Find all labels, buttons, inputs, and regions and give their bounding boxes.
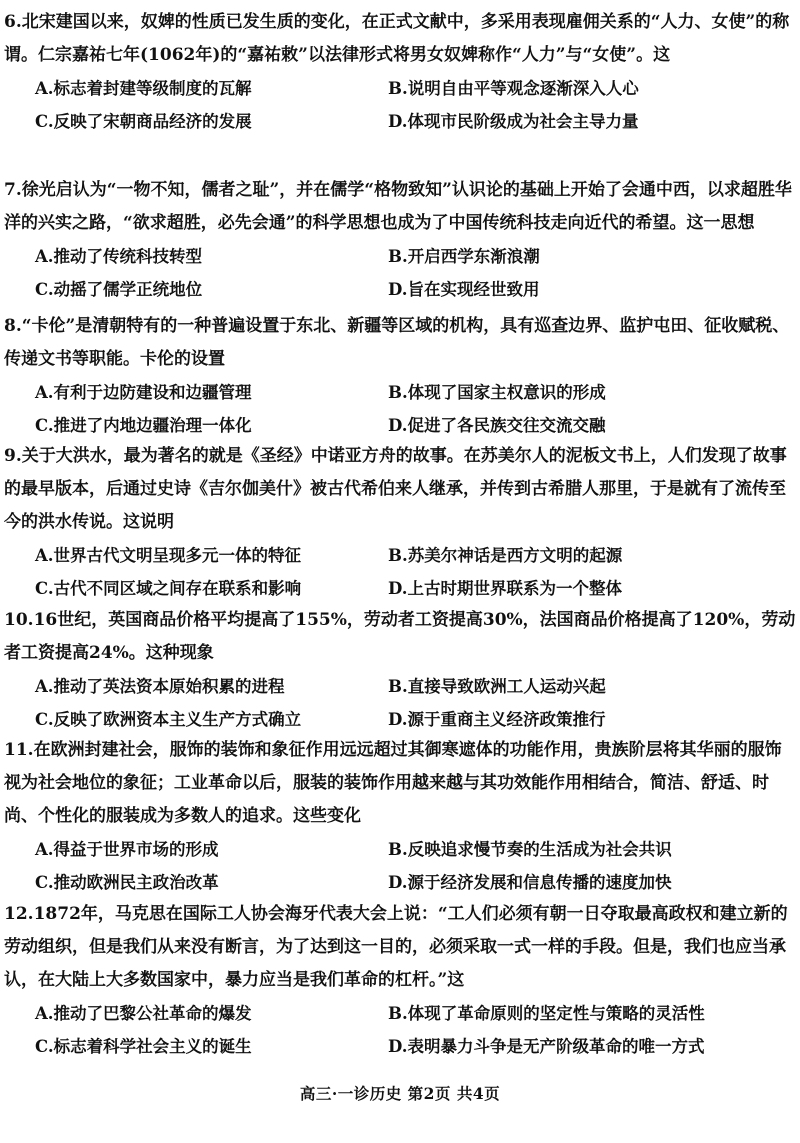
option-c: C.古代不同区域之间存在联系和影响 [35,579,302,598]
question-text: 在欧洲封建社会，服饰的装饰和象征作用远远超过其御寒遮体的功能作用，贵族阶层将其华丽的服饰视为社会地位的象征；工业革命以后，服装的装饰作用越来越与其功效能作用相结合，简洁、舒适、时尚、个性化的服装成为多数人的追求。这些变化 [4,740,782,826]
options-row-2 [0,409,800,442]
question-6 [0,6,800,138]
option-d: D.旨在实现经世致用 [388,280,540,299]
option-d: D.表明暴力斗争是无产阶级革命的唯一方式 [388,1037,705,1056]
question-10 [0,604,800,736]
question-8 [0,310,800,442]
option-d: D.上古时期世界联系为一个整体 [388,579,622,598]
options-row-1 [0,539,800,572]
question-11 [0,734,800,899]
options-row-1 [0,670,800,703]
question-stem [0,604,800,670]
question-number: 12. [4,904,34,924]
question-9 [0,440,800,605]
option-a: A.推动了巴黎公社革命的爆发 [35,1004,252,1023]
question-text: 16世纪，英国商品价格平均提高了155%，劳动者工资提高30%，法国商品价格提高了120%，劳动者工资提高24%。这种现象 [4,610,796,663]
option-a: A.有利于边防建设和边疆管理 [35,383,252,402]
option-a: A.推动了传统科技转型 [35,247,203,266]
options-row-1 [0,240,800,273]
question-stem [0,898,800,997]
option-c: C.动摇了儒学正统地位 [35,280,203,299]
option-b: B.反映追求慢节奏的生活成为社会共识 [388,840,672,859]
options-row-2 [0,572,800,605]
option-c: C.推进了内地边疆治理一体化 [35,416,252,435]
question-stem [0,174,800,240]
question-stem [0,734,800,833]
options-row-2 [0,273,800,306]
option-c: C.反映了欧洲资本主义生产方式确立 [35,710,302,729]
question-7 [0,174,800,306]
question-text: 徐光启认为“一物不知，儒者之耻”，并在儒学“格物致知”认识论的基础上开始了会通中西，以求超胜华洋的兴实之路，“欲求超胜，必先会通”的科学思想也成为了中国传统科技走向近代的希望。这一思想 [4,180,792,233]
question-number: 7. [4,180,22,200]
options-row-2 [0,703,800,736]
option-a: A.得益于世界市场的形成 [35,840,219,859]
option-c: C.推动欧洲民主政治改革 [35,873,219,892]
question-12 [0,898,800,1063]
question-number: 10. [4,610,34,630]
question-stem [0,310,800,376]
question-stem [0,440,800,539]
question-number: 9. [4,446,22,466]
options-row-2 [0,866,800,899]
options-row-2 [0,105,800,138]
options-row-1 [0,833,800,866]
option-b: B.苏美尔神话是西方文明的起源 [388,546,623,565]
option-d: D.体现市民阶级成为社会主导力量 [388,112,639,131]
option-d: D.源于经济发展和信息传播的速度加快 [388,873,672,892]
question-text: “卡伦”是清朝特有的一种普遍设置于东北、新疆等区域的机构，具有巡查边界、监护屯田、征收赋税、传递文书等职能。卡伦的设置 [4,316,790,369]
question-text: 关于大洪水，最为著名的就是《圣经》中诺亚方舟的故事。在苏美尔人的泥板文书上，人们发现了故事的最早版本，后通过史诗《吉尔伽美什》被古代希伯来人继承，并传到古希腊人那里，于是就有了流传至今的洪水传说。这说明 [4,446,787,532]
option-b: B.开启西学东渐浪潮 [388,247,540,266]
options-row-1 [0,72,800,105]
option-a: A.推动了英法资本原始积累的进程 [35,677,285,696]
question-number: 8. [4,316,22,336]
options-row-2 [0,1030,800,1063]
option-c: C.标志着科学社会主义的诞生 [35,1037,252,1056]
question-text: 1872年，马克思在国际工人协会海牙代表大会上说：“工人们必须有朝一日夺取最高政权和建立新的劳动组织，但是我们从来没有断言，为了达到这一目的，必须采取一式一样的手段。但是，我们也应当承认，在大陆上大多数国家中，暴力应当是我们革命的杠杆。”这 [4,904,788,990]
question-number: 11. [4,740,34,760]
question-text: 北宋建国以来，奴婢的性质已发生质的变化，在正式文献中，多采用表现雇佣关系的“人力、女使”的称谓。仁宗嘉祐七年(1062年)的“嘉祐敕”以法律形式将男女奴婢称作“人力”与“女使”。这 [4,12,790,65]
option-b: B.说明自由平等观念逐渐深入人心 [388,79,639,98]
option-d: D.源于重商主义经济政策推行 [388,710,606,729]
options-row-1 [0,376,800,409]
page-footer: 高三·一诊历史 第2页 共4页 [299,1084,501,1103]
option-b: B.直接导致欧洲工人运动兴起 [388,677,606,696]
question-stem [0,6,800,72]
option-b: B.体现了革命原则的坚定性与策略的灵活性 [388,1004,705,1023]
question-number: 6. [4,12,22,32]
option-d: D.促进了各民族交往交流交融 [388,416,606,435]
option-a: A.世界古代文明呈现多元一体的特征 [35,546,302,565]
options-row-1 [0,997,800,1030]
option-b: B.体现了国家主权意识的形成 [388,383,606,402]
option-c: C.反映了宋朝商品经济的发展 [35,112,252,131]
option-a: A.标志着封建等级制度的瓦解 [35,79,252,98]
